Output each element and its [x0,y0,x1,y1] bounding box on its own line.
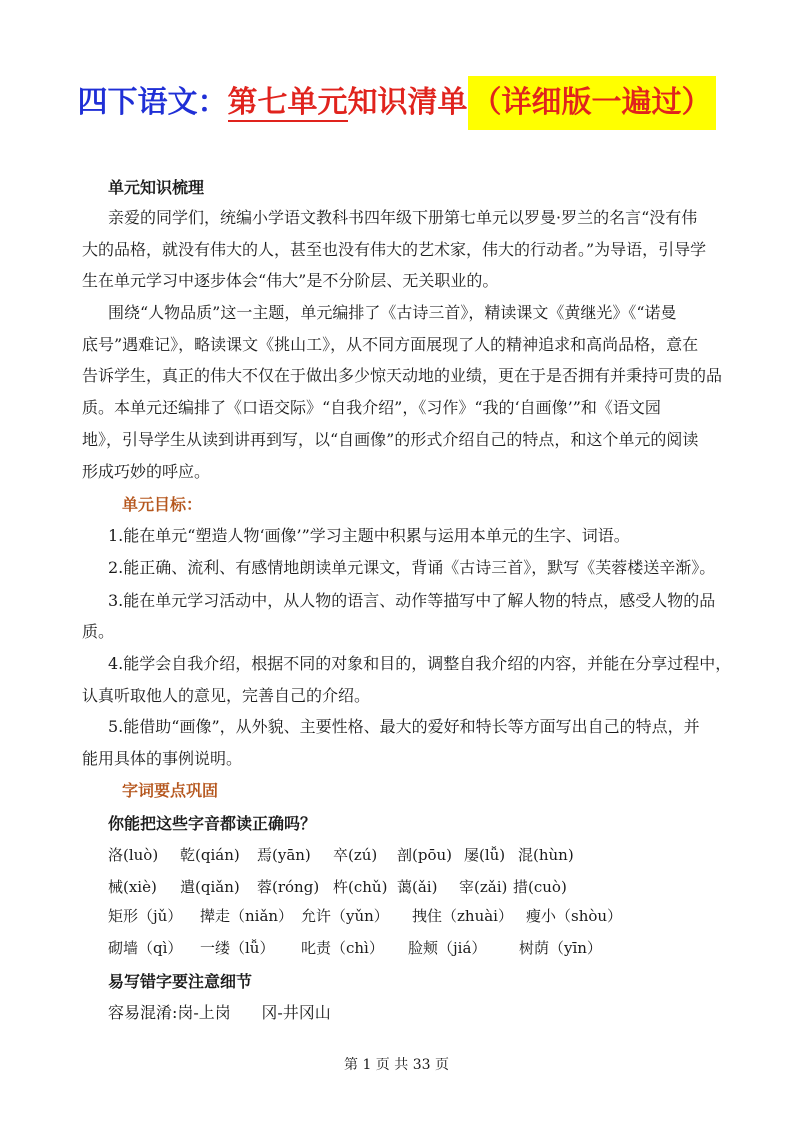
pinyin-item: 遣(qiǎn) [180,878,240,896]
pron-heading: 你能把这些字音都读正确吗？ [108,814,317,833]
title-highlight: （详细版一遍过） [468,76,716,130]
title-part2: 第七单元 [227,85,348,120]
pinyin-item: 卒(zú) [333,846,378,864]
goal-line: 认真听取他人的意见，完善自己的介绍。 [82,686,371,705]
goal-line: 1.能在单元“塑造人物‘画像’”学习主题中积累与运用本单元的生字、词语。 [108,526,630,545]
pinyin-item: 砌墙（qì） [108,939,183,957]
pinyin-item: 允许（yǔn） [301,907,389,925]
pinyin-item: 脸颊（jiá） [408,939,487,957]
pinyin-item: 矩形（jǔ） [108,907,183,925]
goal-line: 质。 [82,622,115,641]
pinyin-item: 瘦小（shòu） [526,907,623,925]
pinyin-item: 混(hùn) [518,846,574,864]
pinyin-item: 措(cuò) [513,878,567,896]
pinyin-item: 撵走（niǎn） [200,907,294,925]
title-part1: 四下语文： [77,85,228,120]
pinyin-item: 一缕（lǚ） [200,939,275,957]
pinyin-item: 械(xiè) [108,878,157,896]
goal-line: 3.能在单元学习活动中，从人物的语言、动作等描写中了解人物的特点，感受人物的品 [108,591,716,610]
p1-line: 大的品格，就没有伟大的人，甚至也没有伟大的艺术家，伟大的行动者。”为导语，引导学 [82,240,707,259]
pinyin-item: 蓉(róng) [257,878,320,896]
pinyin-item: 剖(pōu) [397,846,452,864]
page-title [0,76,793,130]
title-part3: 知识清单 [347,85,468,120]
goal-line: 5.能借助“画像”，从外貌、主要性格、最大的爱好和特长等方面写出自己的特点，并 [108,717,700,736]
p2-line: 形成巧妙的呼应。 [82,462,211,481]
p2-line: 告诉学生，真正的伟大不仅在于做出多少惊天动地的业绩，更在于是否拥有并秉持可贵的品 [82,366,723,385]
p2-line: 底号”遇难记》，略读课文《挑山工》，从不同方面展现了人的精神追求和高尚品格，意在 [82,335,699,354]
goal-line: 2.能正确、流利、有感情地朗读单元课文，背诵《古诗三首》，默写《芙蓉楼送辛渐》。 [108,558,716,577]
miswrite-heading: 易写错字要注意细节 [108,972,253,991]
p2-line: 质。本单元还编排了《口语交际》“自我介绍”，《习作》“我的‘自画像’”和《语文园 [82,398,661,417]
pinyin-item: 树荫（yīn） [519,939,602,957]
goal-line: 能用具体的事例说明。 [82,749,243,768]
overview-heading: 单元知识梳理 [108,178,205,197]
p1-line: 亲爱的同学们，统编小学语文教科书四年级下册第七单元以罗曼·罗兰的名言“没有伟 [108,208,698,227]
p1-line: 生在单元学习中逐步体会“伟大”是不分阶层、无关职业的。 [82,271,499,290]
p2-line: 地》，引导学生从读到讲再到写，以“自画像”的形式介绍自己的特点，和这个单元的阅读 [82,430,699,449]
pinyin-item: 乾(qián) [180,846,240,864]
pinyin-item: 蔼(ǎi) [397,878,438,896]
goal-line: 4.能学会自我介绍，根据不同的对象和目的，调整自我介绍的内容，并能在分享过程中， [108,654,732,673]
pinyin-item: 拽住（zhuài） [412,907,513,925]
p2-line: 围绕“人物品质”这一主题，单元编排了《古诗三首》，精读课文《黄继光》《“诺曼 [108,303,677,322]
vocab-heading: 字词要点巩固 [122,781,219,800]
page-footer: 第 1 页 共 33 页 [344,1057,449,1073]
pinyin-item: 洛(luò) [108,846,159,864]
pinyin-item: 宰(zǎi) [459,878,508,896]
goals-heading: 单元目标： [122,495,203,514]
pinyin-item: 叱责（chì） [301,939,384,957]
pinyin-item: 屡(lǚ) [464,846,506,864]
pinyin-item: 杵(chǔ) [333,878,388,896]
pinyin-item: 焉(yān) [257,846,311,864]
miswrite-line: 容易混淆:岗-上岗 冈-井冈山 [108,1003,331,1022]
